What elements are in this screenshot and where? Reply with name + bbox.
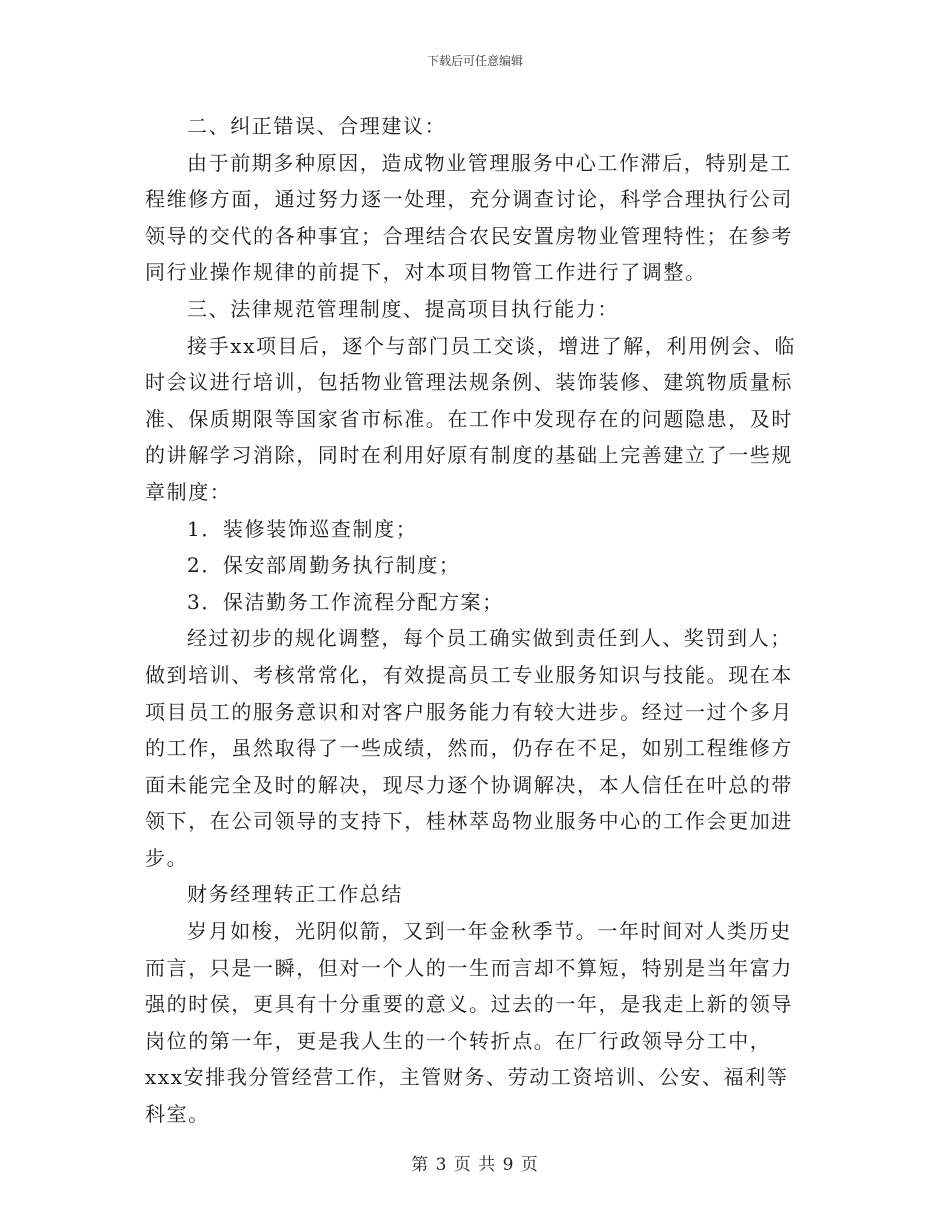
document-title: 财务经理转正工作总结 xyxy=(187,882,403,907)
document-body xyxy=(145,108,805,1133)
page-footer: 第 3 页 共 9 页 xyxy=(411,1155,539,1175)
list-item: 2．保安部周勤务执行制度； xyxy=(187,553,461,578)
paragraph: 接手xx项目后，逐个与部门员工交谈，增进了解，利用例会、临时会议进行培训，包括物业管理法规条例、装饰装修、建筑物质量标准、保质期限等国家省市标准。在工作中发现存在的问题隐患，及时的讲解学习消除，同时在利用好原有制度的基础上完善建立了一些规章制度： xyxy=(145,333,796,504)
section-heading-3: 三、法律规范管理制度、提高项目执行能力： xyxy=(187,296,619,321)
paragraph: 岁月如梭，光阴似箭，又到一年金秋季节。一年时间对人类历史而言，只是一瞬，但对一个人的一生而言却不算短，特别是当年富力强的时侯，更具有十分重要的意义。过去的一年，是我走上新的领导岗位的第一年，更是我人生的一个转折点。在厂行政领导分工中，xxx安排我分管经营工作，主管财务、劳动工资培训、公安、福利等科室。 xyxy=(145,919,793,1127)
paragraph: 经过初步的规化调整，每个员工确实做到责任到人、奖罚到人；做到培训、考核常常化，有效提高员工专业服务知识与技能。现在本项目员工的服务意识和对客户服务能力有较大进步。经过一过个多月的工作，虽然取得了一些成绩，然而，仍存在不足，如别工程维修方面未能完全及时的解决，现尽力逐个协调解决，本人信任在叶总的带领下，在公司领导的支持下，桂林萃岛物业服务中心的工作会更加进步。 xyxy=(145,626,793,870)
list-item: 3．保洁勤务工作流程分配方案； xyxy=(187,589,504,614)
section-heading-2: 二、纠正错误、合理建议： xyxy=(187,114,447,138)
paragraph: 由于前期多种原因，造成物业管理服务中心工作滞后，特别是工程维修方面，通过努力逐一处理，充分调查讨论，科学合理执行公司领导的交代的各种事宜；合理结合农民安置房物业管理特性；在参考同行业操作规律的前提下，对本项目物管工作进行了调整。 xyxy=(145,150,793,285)
list-item: 1．装修装饰巡查制度； xyxy=(187,516,418,541)
page-header: 下载后可任意编辑 xyxy=(426,54,523,68)
